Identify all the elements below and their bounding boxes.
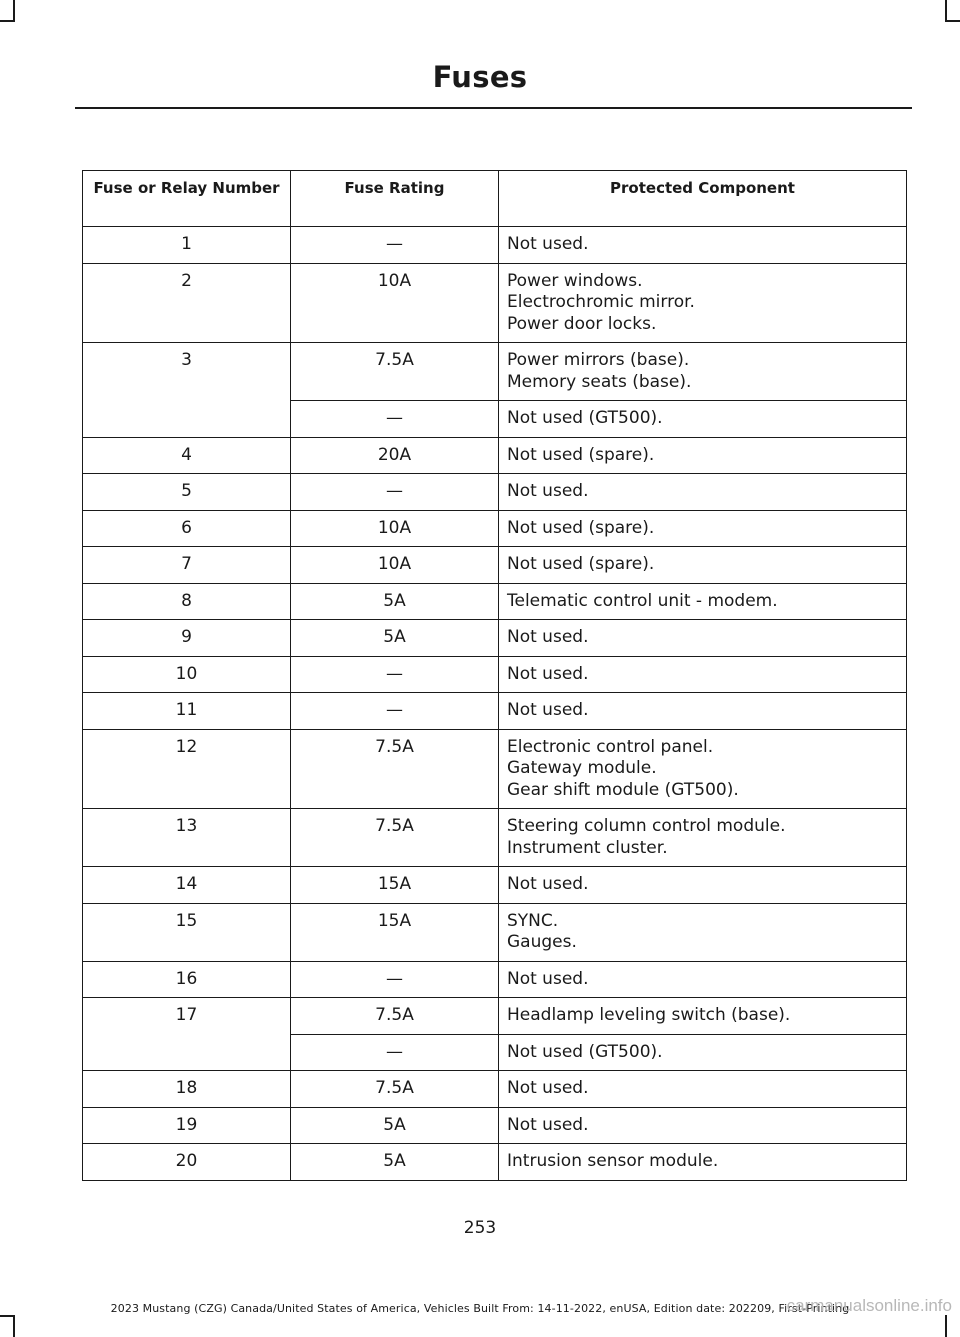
fuse-number-cell: 6 xyxy=(83,510,291,547)
fuse-number-cell: 8 xyxy=(83,583,291,620)
table-row xyxy=(83,583,907,620)
edition-footer: 2023 Mustang (CZG) Canada/United States of America, Vehicles Built From: 14-11-2022, enUSA, Edition date: 202209, First-Printing xyxy=(110,1302,850,1315)
protected-component-cell xyxy=(499,998,907,1035)
fuse-number-cell: 3 xyxy=(83,343,291,438)
fuse-number-cell: 19 xyxy=(83,1107,291,1144)
component-line: Power door locks. xyxy=(507,313,657,334)
watermark-logo: carmanualsonline.info xyxy=(786,1296,952,1315)
protected-component-cell xyxy=(499,961,907,998)
fuse-rating-cell: 10A xyxy=(291,547,499,584)
component-line: Gateway module. xyxy=(507,758,657,778)
protected-component-cell xyxy=(499,1107,907,1144)
table-row xyxy=(83,867,907,904)
fuse-number-cell: 20 xyxy=(83,1144,291,1181)
fuse-rating-cell: — xyxy=(291,227,499,264)
component-line: Not used. xyxy=(507,663,589,684)
table-row xyxy=(83,227,907,264)
protected-component-cell xyxy=(499,1034,907,1071)
protected-component-cell xyxy=(499,343,907,401)
protected-component-cell xyxy=(499,620,907,657)
table-row xyxy=(83,1071,907,1108)
component-line: Not used. xyxy=(507,481,589,501)
protected-component-cell xyxy=(499,583,907,620)
table-row xyxy=(83,474,907,511)
component-line: Not used. xyxy=(507,234,589,254)
protected-component-cell xyxy=(499,867,907,904)
protected-component-cell xyxy=(499,510,907,547)
fuse-rating-cell: 7.5A xyxy=(291,1071,499,1108)
protected-component-cell xyxy=(499,1144,907,1181)
component-line: Not used. xyxy=(507,627,589,647)
fuse-rating-cell: 5A xyxy=(291,620,499,657)
table-row xyxy=(83,656,907,693)
table-row xyxy=(83,961,907,998)
crop-mark-top-right-h xyxy=(945,20,960,22)
protected-component-cell xyxy=(499,729,907,809)
fuse-rating-cell: — xyxy=(291,474,499,511)
table-row xyxy=(83,263,907,343)
fuse-rating-cell: — xyxy=(291,1034,499,1071)
protected-component-cell xyxy=(499,656,907,693)
table-header-row xyxy=(83,171,907,227)
table-row xyxy=(83,693,907,730)
table-row xyxy=(83,343,907,401)
protected-component-cell xyxy=(499,401,907,438)
component-line: Not used (GT500). xyxy=(507,1041,663,1062)
fuse-number-cell: 11 xyxy=(83,693,291,730)
protected-component-cell xyxy=(499,474,907,511)
protected-component-cell xyxy=(499,693,907,730)
crop-mark-bottom-left-h xyxy=(0,1315,15,1317)
table-row xyxy=(83,1144,907,1181)
component-line: Not used. xyxy=(507,968,589,989)
component-line: Telematic control unit - modem. xyxy=(507,590,778,611)
component-line: Memory seats (base). xyxy=(507,371,692,392)
component-line: Instrument cluster. xyxy=(507,837,668,858)
component-line: Not used. xyxy=(507,874,589,894)
fuse-rating-cell: 15A xyxy=(291,903,499,961)
crop-mark-top-right-v xyxy=(945,0,947,22)
table-row xyxy=(83,903,907,961)
component-line: Gauges. xyxy=(507,932,577,952)
fuse-rating-cell: 7.5A xyxy=(291,998,499,1035)
component-line: Power mirrors (base). xyxy=(507,350,690,370)
component-line: Power windows. xyxy=(507,270,643,291)
component-line: Not used (GT500). xyxy=(507,408,663,428)
crop-mark-top-left-h xyxy=(0,20,15,22)
component-line: Gear shift module (GT500). xyxy=(507,779,739,800)
table-row xyxy=(83,809,907,867)
component-line: Intrusion sensor module. xyxy=(507,1151,719,1171)
fuse-rating-cell: — xyxy=(291,961,499,998)
table-row xyxy=(83,547,907,584)
crop-mark-top-left-v xyxy=(13,0,15,22)
component-line: Electrochromic mirror. xyxy=(507,292,695,312)
column-header-fuse-number: Fuse or Relay Number xyxy=(83,171,291,227)
page-title: Fuses xyxy=(432,60,528,94)
fuse-number-cell: 18 xyxy=(83,1071,291,1108)
fuse-number-cell: 1 xyxy=(83,227,291,264)
component-line: Not used (spare). xyxy=(507,444,655,465)
component-line: Not used (spare). xyxy=(507,517,655,538)
fuse-rating-cell: 7.5A xyxy=(291,729,499,809)
fuse-rating-cell: 5A xyxy=(291,1107,499,1144)
fuse-number-cell: 17 xyxy=(83,998,291,1071)
component-line: Steering column control module. xyxy=(507,816,786,836)
table-row xyxy=(83,729,907,809)
component-line: Headlamp leveling switch (base). xyxy=(507,1005,791,1025)
crop-mark-bottom-right-v xyxy=(945,1315,947,1337)
protected-component-cell xyxy=(499,1071,907,1108)
protected-component-cell xyxy=(499,227,907,264)
component-line: Not used (spare). xyxy=(507,554,655,574)
fuse-number-cell: 7 xyxy=(83,547,291,584)
fuse-rating-cell: 5A xyxy=(291,583,499,620)
component-line: SYNC. xyxy=(507,910,559,931)
fuse-rating-cell: 10A xyxy=(291,263,499,343)
fuse-rating-cell: 10A xyxy=(291,510,499,547)
fuse-number-cell: 13 xyxy=(83,809,291,867)
fuse-table-body xyxy=(83,227,907,1181)
fuse-rating-cell: 15A xyxy=(291,867,499,904)
component-line: Not used. xyxy=(507,1078,589,1098)
crop-mark-bottom-left-v xyxy=(13,1315,15,1337)
fuse-rating-cell: 5A xyxy=(291,1144,499,1181)
table-row xyxy=(83,998,907,1035)
page-number: 253 xyxy=(463,1218,497,1238)
protected-component-cell xyxy=(499,903,907,961)
fuse-number-cell: 16 xyxy=(83,961,291,998)
fuse-rating-cell: — xyxy=(291,401,499,438)
fuse-number-cell: 10 xyxy=(83,656,291,693)
protected-component-cell xyxy=(499,263,907,343)
fuse-rating-cell: — xyxy=(291,693,499,730)
column-header-fuse-rating: Fuse Rating xyxy=(291,171,499,227)
component-line: Not used. xyxy=(507,700,589,720)
component-line: Electronic control panel. xyxy=(507,736,714,757)
table-row xyxy=(83,1107,907,1144)
table-row xyxy=(83,437,907,474)
protected-component-cell xyxy=(499,437,907,474)
fuse-rating-cell: 7.5A xyxy=(291,809,499,867)
fuse-table xyxy=(82,170,907,1181)
table-row xyxy=(83,510,907,547)
fuse-number-cell: 2 xyxy=(83,263,291,343)
fuse-number-cell: 14 xyxy=(83,867,291,904)
column-header-protected-component: Protected Component xyxy=(499,171,907,227)
fuse-number-cell: 5 xyxy=(83,474,291,511)
protected-component-cell xyxy=(499,547,907,584)
fuse-number-cell: 4 xyxy=(83,437,291,474)
title-divider xyxy=(75,107,912,109)
fuse-number-cell: 9 xyxy=(83,620,291,657)
component-line: Not used. xyxy=(507,1114,589,1135)
fuse-rating-cell: 7.5A xyxy=(291,343,499,401)
fuse-rating-cell: 20A xyxy=(291,437,499,474)
table-row xyxy=(83,620,907,657)
fuse-rating-cell: — xyxy=(291,656,499,693)
fuse-number-cell: 12 xyxy=(83,729,291,809)
fuse-number-cell: 15 xyxy=(83,903,291,961)
protected-component-cell xyxy=(499,809,907,867)
